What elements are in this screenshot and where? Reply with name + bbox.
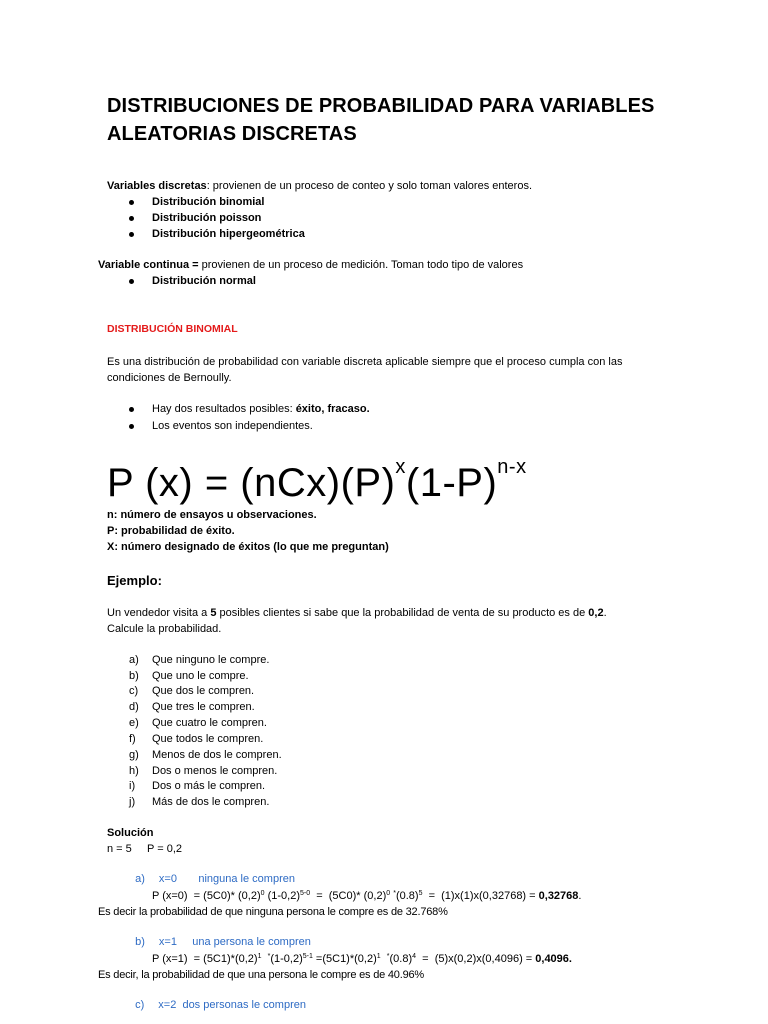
definition-n: n: número de ensayos u observaciones. [107, 509, 317, 521]
discretas-text: : provienen de un proceso de conteo y solo toman valores enteros. [206, 180, 532, 192]
ejemplo-paragraph-1 [107, 606, 607, 620]
question-label: j) [129, 796, 136, 808]
formula-mid: (1-P) [405, 461, 498, 505]
discretas-item-2: Distribución poisson [152, 212, 262, 224]
question-text: Que dos le compren. [152, 685, 255, 697]
binomial-desc-line1: Es una distribución de probabilidad con variable discreta aplicable siempre que el proceso cumpla con las [107, 356, 623, 368]
question-item-d [129, 700, 255, 714]
solucion-b-heading [129, 921, 311, 949]
bullet-icon [129, 407, 134, 412]
discretas-item-3: Distribución hipergeométrica [152, 228, 305, 240]
question-item-a [129, 653, 269, 667]
binomial-desc-line2: condiciones de Bernoully. [107, 372, 232, 384]
question-text: Dos o menos le compren. [152, 765, 278, 777]
bullet-icon [129, 216, 134, 221]
solucion-b-conclusion: Es decir, la probabilidad de que una persona le compre es de 40.96% [98, 969, 424, 981]
document-title-line2: ALEATORIAS DISCRETAS [107, 123, 357, 145]
question-label: d) [129, 701, 139, 713]
discretas-paragraph [107, 179, 532, 193]
question-text: Que cuatro le compren. [152, 717, 267, 729]
question-item-i [129, 779, 265, 793]
binomial-bullet-1-text: Hay dos resultados posibles: [152, 403, 296, 415]
question-text: Dos o más le compren. [152, 780, 266, 792]
question-text: Que uno le compre. [152, 670, 249, 682]
solucion-a-text: x=0 ninguna le compren [158, 873, 295, 885]
bullet-icon [129, 232, 134, 237]
bullet-icon [129, 424, 134, 429]
ejemplo-text-e: . [603, 607, 607, 619]
ejemplo-text-a: Un vendedor visita a [107, 607, 211, 619]
question-text: Que ninguno le compre. [152, 654, 270, 666]
solucion-a-heading [129, 858, 295, 886]
solucion-a-calculation: P (x=0) = (5C0)* $(0,2)^0$ $(1-0,2)^{5-0} = (5C0)*$ $(0,2)^0$ $^*(0.8)^5 = (1)x(1)x(0,32768) = 0,32768$. [152, 890, 582, 902]
continua-text: provienen de un proceso de medición. Toman todo tipo de valores [198, 259, 524, 271]
solucion-a-conclusion: Es decir la probabilidad de que ninguna persona le compre es de 32.768% [98, 906, 448, 918]
solucion-c-text: x=2 dos personas le compren [158, 999, 306, 1011]
binomial-heading: DISTRIBUCIÓN BINOMIAL [107, 323, 238, 335]
question-label: f) [129, 733, 136, 745]
definition-p: P: probabilidad de éxito. [107, 525, 235, 537]
solucion-c-heading [129, 984, 306, 1012]
discretas-label: Variables discretas [107, 180, 207, 192]
binomial-formula [107, 458, 527, 508]
solucion-heading: Solución [107, 827, 154, 839]
question-label: g) [129, 749, 139, 761]
question-text: Más de dos le compren. [152, 796, 270, 808]
document-title-line1: DISTRIBUCIONES DE PROBABILIDAD PARA VARIABLES [107, 95, 655, 117]
formula-exponent-x: x [395, 456, 406, 478]
solucion-a-label: a) [135, 873, 145, 885]
question-item-f [129, 732, 263, 746]
solucion-c-label: c) [135, 999, 145, 1011]
ejemplo-heading: Ejemplo: [107, 573, 162, 588]
question-text: Que todos le compren. [152, 733, 264, 745]
question-label: c) [129, 685, 139, 697]
question-item-h [129, 764, 277, 778]
question-item-g [129, 748, 282, 762]
question-label: e) [129, 717, 139, 729]
continua-item-1: Distribución normal [152, 275, 256, 287]
solucion-b-text: x=1 una persona le compren [158, 936, 311, 948]
continua-label: Variable continua = [98, 259, 199, 271]
binomial-bullet-2: Los eventos son independientes. [152, 420, 313, 432]
binomial-bullet-1-bold: éxito, fracaso. [295, 403, 370, 415]
discretas-item-1: Distribución binomial [152, 196, 265, 208]
question-label: a) [129, 654, 139, 666]
question-label: h) [129, 765, 139, 777]
ejemplo-probability: 0,2 [588, 607, 604, 619]
continua-paragraph [98, 258, 523, 272]
question-text: Que tres le compren. [152, 701, 255, 713]
question-item-e [129, 716, 267, 730]
bullet-icon [129, 200, 134, 205]
formula-main: P (x) = (nCx)(P) [107, 461, 396, 505]
question-label: i) [129, 780, 136, 792]
ejemplo-paragraph-2: Calcule la probabilidad. [107, 623, 222, 635]
bullet-icon [129, 279, 134, 284]
question-item-b [129, 669, 249, 683]
solucion-b-calculation: P $(x=1) = (5C1)*(0,2)^1$ $^*(1-0,2)^{5-1} =(5C1)*(0,2)^1$ $^*(0.8)^4 = (5)x(0,2)x(0,4096) = 0,4096$. [152, 953, 572, 965]
question-item-j [129, 795, 269, 809]
question-text: Menos de dos le compren. [152, 749, 282, 761]
formula-exponent-n-x: n-x [497, 456, 527, 478]
solucion-params: n = 5 P = 0,2 [107, 843, 183, 855]
solucion-b-label: b) [135, 936, 145, 948]
ejemplo-text-c: posibles clientes si sabe que la probabilidad de venta de su producto es de [216, 607, 589, 619]
definition-x: X: número designado de éxitos (lo que me preguntan) [107, 541, 389, 553]
ejemplo-clients-count: 5 [210, 607, 217, 619]
question-item-c [129, 684, 254, 698]
question-label: b) [129, 670, 139, 682]
binomial-bullet-1 [152, 402, 370, 416]
